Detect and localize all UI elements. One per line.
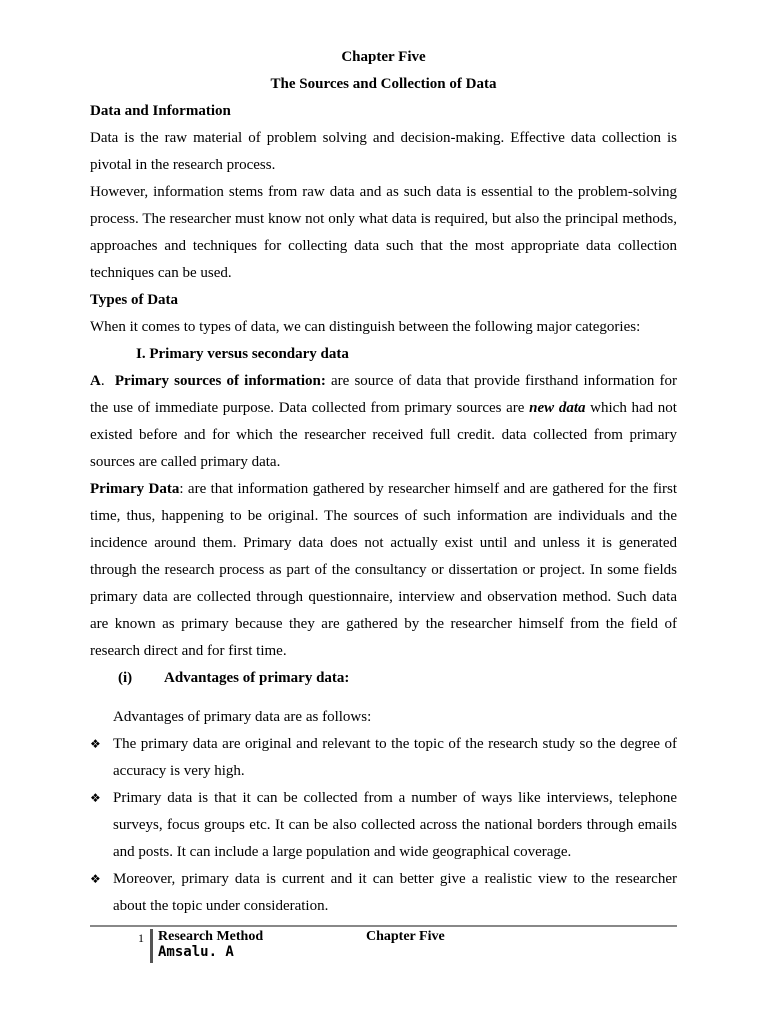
primary-data-term: Primary Data bbox=[90, 481, 180, 497]
roman-numeral: I. bbox=[136, 346, 146, 362]
advantages-list bbox=[90, 731, 677, 920]
paragraph-primary-data bbox=[90, 476, 677, 665]
section-heading-types: Types of Data bbox=[90, 292, 179, 308]
primary-sources-text-1: are source of data that provide firsthand information for the use of immediate purpose. Data collected from primary sources are bbox=[90, 373, 678, 416]
list-heading-primary-secondary bbox=[90, 341, 677, 368]
subheading-text: Advantages of primary data: bbox=[164, 670, 350, 686]
footer-chapter: Chapter Five bbox=[366, 929, 445, 944]
list-item: ❖ The primary data are original and relevant to the topic of the research study so the degree of accuracy is very high. bbox=[90, 731, 677, 785]
chapter-heading: Chapter Five bbox=[341, 49, 426, 65]
chapter-title: The Sources and Collection of Data bbox=[270, 76, 497, 92]
list-item: ❖ Primary data is that it can be collected from a number of ways like interviews, telephone surveys, focus groups etc. It can be also collected across the national borders through emails and posts. It can include a large population and wide geographical coverage. bbox=[90, 785, 677, 866]
new-data-emphasis: new data bbox=[529, 400, 586, 416]
item-label-sep: . bbox=[100, 373, 105, 389]
page-body bbox=[90, 44, 677, 920]
section-heading-data-information: Data and Information bbox=[90, 103, 231, 119]
subheading-number: (i) bbox=[118, 670, 133, 686]
diamond-bullet-icon: ❖ bbox=[90, 872, 101, 886]
primary-sources-term: Primary sources of information: bbox=[114, 373, 326, 389]
paragraph-data-definition: Data is the raw material of problem solving and decision-making. Effective data collection is pivotal in the research process. bbox=[90, 130, 677, 173]
footer-course-title: Research Method bbox=[158, 929, 264, 944]
diamond-bullet-icon: ❖ bbox=[90, 737, 101, 751]
primary-data-text: : are that information gathered by researcher himself and are gathered for the first time, thus, happening to be original. The sources of such information are individuals and the incidence around them. Primary data does not actually exist until and unless it is generated through the research process as part of the consultancy or dissertation or project. In some fields primary data are collected through questionnaire, interview and observation method. Such data are known as primary because they are gathered by the researcher himself from the field of research direct and for first time. bbox=[90, 481, 677, 659]
diamond-bullet-icon: ❖ bbox=[90, 791, 101, 805]
paragraph-types-intro: When it comes to types of data, we can distinguish between the following major categories: bbox=[90, 319, 641, 335]
footer-author: Amsalu. A bbox=[158, 944, 234, 960]
subheading-advantages bbox=[90, 665, 677, 692]
page-number: 1 bbox=[138, 931, 144, 945]
list-item: ❖ Moreover, primary data is current and it can better give a realistic view to the researcher about the topic under consideration. bbox=[90, 866, 677, 920]
page-footer bbox=[90, 925, 677, 967]
advantages-intro: Advantages of primary data are as follows: bbox=[113, 709, 372, 725]
footer-divider bbox=[150, 929, 153, 963]
paragraph-information: However, information stems from raw data and as such data is essential to the problem-solving process. The researcher must know not only what data is required, but also the principal methods, approaches and techniques for collecting data such that the most appropriate data collection techniques can be used. bbox=[90, 184, 677, 281]
roman-heading-text: Primary versus secondary data bbox=[149, 346, 349, 362]
item-label-a: A bbox=[90, 373, 101, 389]
paragraph-primary-sources bbox=[90, 368, 677, 476]
primary-sources-text-2: which had not existed before and for which the researcher received full credit. data collected from primary sources are called primary data. bbox=[90, 400, 677, 470]
